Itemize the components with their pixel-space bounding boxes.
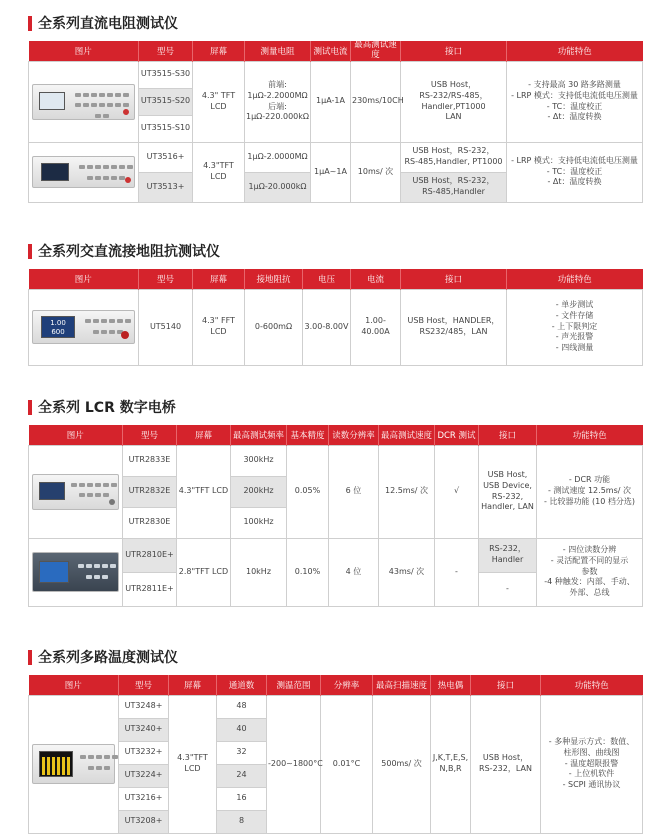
impedance-cell: 0-600mΩ [245, 289, 303, 365]
screen-cell: 4.3"TFT LCD [169, 695, 217, 833]
frequency-cell: 10kHz [231, 538, 287, 606]
col-header: 最高测试频率 [231, 425, 287, 445]
col-header: 接口 [401, 269, 507, 289]
dc-resistance-table [28, 41, 643, 203]
range-cell: -200~1800°C [267, 695, 321, 833]
utr2810e-device-image [32, 552, 119, 592]
screen-cell: 2.8"TFT LCD [177, 538, 231, 606]
table-header-row [29, 269, 643, 289]
title-bar-marker [28, 16, 32, 31]
channels-cell: 8 [217, 810, 267, 833]
resolution-cell: 0.01°C [321, 695, 373, 833]
speed-cell: 230ms/10CH [351, 61, 401, 142]
col-header: 读数分辨率 [329, 425, 379, 445]
model-cell: UT3515-S10 [139, 115, 193, 142]
model-cell: UT3513+ [139, 172, 193, 202]
product-image-cell [29, 695, 119, 833]
channels-cell: 40 [217, 718, 267, 741]
col-header: 测温范围 [267, 675, 321, 695]
model-cell: UTR2832E [123, 476, 177, 507]
col-header: 型号 [123, 425, 177, 445]
col-header: 电流 [351, 269, 401, 289]
channels-cell: 24 [217, 764, 267, 787]
multichannel-temp-table [28, 675, 643, 834]
table-row [29, 289, 643, 365]
channels-cell: 16 [217, 787, 267, 810]
speed-cell: 43ms/ 次 [379, 538, 435, 606]
resolution-cell: 6 位 [329, 445, 379, 538]
screen-cell: 4.3" TFT LCD [193, 61, 245, 142]
section-lcr-bridge [28, 396, 642, 607]
features-cell: - 四位读数分辨 - 灵活配置不同的显示 参数 -4 种触发：内部、手动、 外部、总线 [537, 538, 643, 606]
col-header: 最高测试速度 [351, 41, 401, 61]
col-header: 最高扫描速度 [373, 675, 431, 695]
screen-cell: 4.3"TFT LCD [193, 142, 245, 202]
interface-cell: USB Host， RS-232，LAN [471, 695, 541, 833]
model-cell: UT3232+ [119, 741, 169, 764]
model-cell: UT3515-S30 [139, 61, 193, 88]
model-cell: UT3248+ [119, 695, 169, 718]
voltage-cell: 3.00-8.00V [303, 289, 351, 365]
screen-cell: 4.3"TFT LCD [177, 445, 231, 538]
section-ground-impedance [28, 240, 642, 366]
speed-cell: 10ms/ 次 [351, 142, 401, 202]
col-header: 图片 [29, 41, 139, 61]
product-image-cell [29, 538, 123, 606]
interface-cell: USB Host，HANDLER， RS232/485，LAN [401, 289, 507, 365]
features-cell: - 多种显示方式：数值、 柱形图、曲线图 - 温度超限报警 - 上位机软件 - SCPI 通讯协议 [541, 695, 643, 833]
features-cell: - 支持最高 30 路多路测量 - LRP 模式：支持低电流低电压测量 - TC：温度校正 - Δt：温度转换 [507, 61, 643, 142]
ut3200-device-image [32, 744, 115, 784]
col-header: 功能特色 [537, 425, 643, 445]
col-header: 屏幕 [169, 675, 217, 695]
features-cell: - LRP 模式：支持低电流低电压测量 - TC：温度校正 - Δt：温度转换 [507, 142, 643, 202]
table-header-row [29, 425, 643, 445]
ut5140-device-image [32, 310, 135, 344]
col-header: 图片 [29, 425, 123, 445]
product-image-cell [29, 142, 139, 202]
interface-cell: USB Host, USB Device, RS-232, Handler, LAN [479, 445, 537, 538]
col-header: DCR 测试 [435, 425, 479, 445]
col-header: 热电偶 [431, 675, 471, 695]
model-cell: UT5140 [139, 289, 193, 365]
col-header: 最高测试速度 [379, 425, 435, 445]
accuracy-cell: 0.10% [287, 538, 329, 606]
dcr-cell: - [435, 538, 479, 606]
title-bar-marker [28, 650, 32, 665]
model-cell: UT3216+ [119, 787, 169, 810]
table-row [29, 445, 643, 476]
col-header: 通道数 [217, 675, 267, 695]
features-cell: - DCR 功能 - 测试速度 12.5ms/ 次 - 比较器功能 (10 档分选) [537, 445, 643, 538]
ut3516-device-image [32, 156, 135, 188]
col-header: 型号 [139, 41, 193, 61]
utr2833e-device-image [32, 474, 119, 510]
title-bar-marker [28, 400, 32, 415]
model-cell: UT3515-S20 [139, 88, 193, 115]
channels-cell: 32 [217, 741, 267, 764]
col-header: 电压 [303, 269, 351, 289]
col-header: 型号 [119, 675, 169, 695]
speed-cell: 500ms/ 次 [373, 695, 431, 833]
current-cell: 1μA-1A [311, 61, 351, 142]
section-multichannel-temp [28, 646, 642, 834]
resistance-cell: 前端: 1μΩ-2.2000MΩ 后端: 1μΩ-220.000kΩ [245, 61, 311, 142]
col-header: 分辨率 [321, 675, 373, 695]
table-row [29, 61, 643, 88]
table-header-row [29, 41, 643, 61]
current-cell: 1.00-40.00A [351, 289, 401, 365]
ground-impedance-table [28, 269, 643, 366]
frequency-cell: 200kHz [231, 476, 287, 507]
col-header: 图片 [29, 675, 119, 695]
product-image-cell [29, 445, 123, 538]
col-header: 功能特色 [507, 269, 643, 289]
col-header: 功能特色 [541, 675, 643, 695]
interface-cell: RS-232， Handler [479, 538, 537, 572]
col-header: 接口 [479, 425, 537, 445]
accuracy-cell: 0.05% [287, 445, 329, 538]
table-row [29, 538, 643, 572]
device-screen-readout: 1.00 [50, 319, 66, 327]
model-cell: UTR2811E+ [123, 572, 177, 606]
col-header: 屏幕 [193, 269, 245, 289]
product-image-cell [29, 289, 139, 365]
model-cell: UTR2833E [123, 445, 177, 476]
col-header: 图片 [29, 269, 139, 289]
dcr-cell: √ [435, 445, 479, 538]
features-cell: - 单步测试 - 文件存储 - 上下限判定 - 声光报警 - 四线测量 [507, 289, 643, 365]
table-row [29, 695, 643, 718]
section-title: 全系列直流电阻测试仪 [28, 12, 642, 34]
screen-cell: 4.3" FFT LCD [193, 289, 245, 365]
section-title: 全系列 LCR 数字电桥 [28, 396, 642, 418]
col-header: 基本精度 [287, 425, 329, 445]
model-cell: UT3224+ [119, 764, 169, 787]
interface-cell: USB Host， RS-232/RS-485， Handler,PT1000 LAN [401, 61, 507, 142]
device-screen-readout: 600 [51, 328, 65, 336]
table-header-row [29, 675, 643, 695]
col-header: 测试电流 [311, 41, 351, 61]
col-header: 接地阻抗 [245, 269, 303, 289]
frequency-cell: 300kHz [231, 445, 287, 476]
speed-cell: 12.5ms/ 次 [379, 445, 435, 538]
thermocouple-cell: J,K,T,E,S, N,B,R [431, 695, 471, 833]
ut3515-device-image [32, 84, 135, 120]
resolution-cell: 4 位 [329, 538, 379, 606]
col-header: 屏幕 [177, 425, 231, 445]
model-cell: UT3516+ [139, 142, 193, 172]
resistance-cell: 1μΩ-20.000kΩ [245, 172, 311, 202]
model-cell: UTR2810E+ [123, 538, 177, 572]
section-title: 全系列交直流接地阻抗测试仪 [28, 240, 642, 262]
col-header: 屏幕 [193, 41, 245, 61]
product-image-cell [29, 61, 139, 142]
channels-cell: 48 [217, 695, 267, 718]
col-header: 接口 [471, 675, 541, 695]
title-bar-marker [28, 244, 32, 259]
section-dc-resistance [28, 12, 642, 203]
current-cell: 1μA~1A [311, 142, 351, 202]
model-cell: UT3208+ [119, 810, 169, 833]
section-title: 全系列多路温度测试仪 [28, 646, 642, 668]
interface-cell: - [479, 572, 537, 606]
resistance-cell: 1μΩ-2.0000MΩ [245, 142, 311, 172]
col-header: 功能特色 [507, 41, 643, 61]
table-row [29, 142, 643, 172]
col-header: 测量电阻 [245, 41, 311, 61]
interface-cell: USB Host，RS-232， RS-485,Handler [401, 172, 507, 202]
lcr-bridge-table [28, 425, 643, 607]
model-cell: UT3240+ [119, 718, 169, 741]
interface-cell: USB Host，RS-232， RS-485,Handler, PT1000 [401, 142, 507, 172]
col-header: 接口 [401, 41, 507, 61]
col-header: 型号 [139, 269, 193, 289]
frequency-cell: 100kHz [231, 507, 287, 538]
model-cell: UTR2830E [123, 507, 177, 538]
